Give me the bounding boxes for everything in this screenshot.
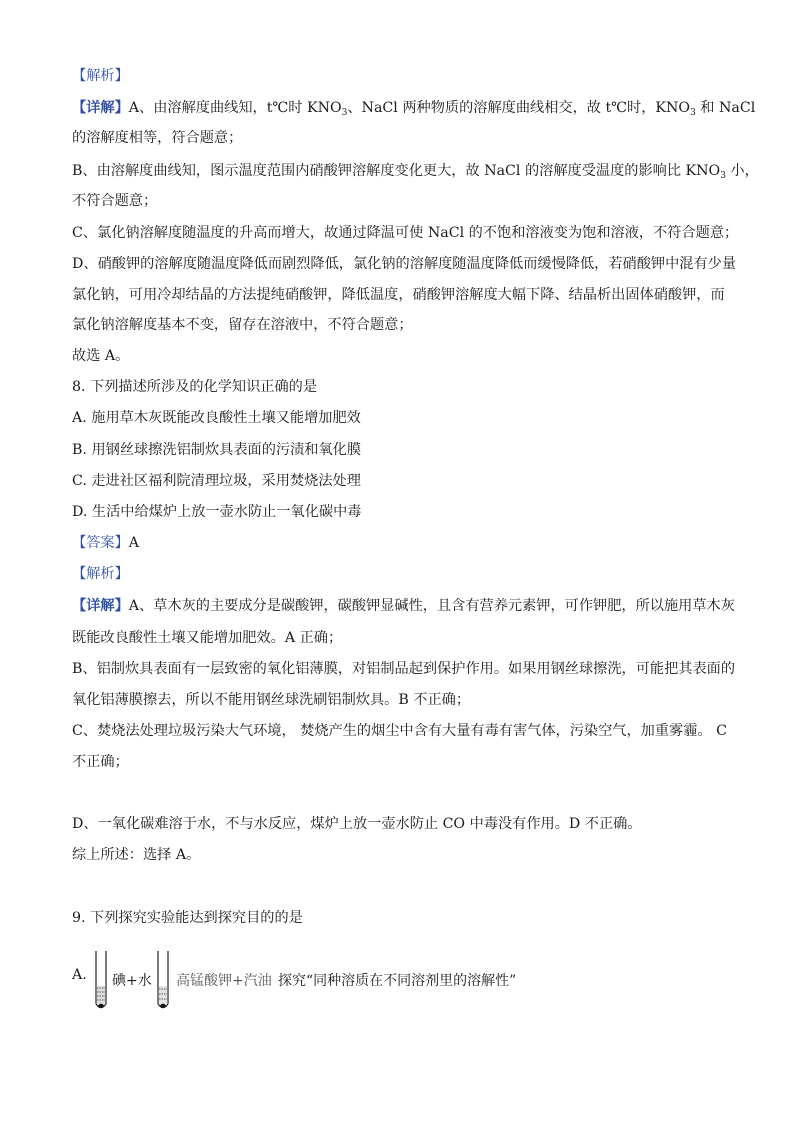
option-a: A. 施用草木灰既能改良酸性土壤又能增加肥效 — [72, 410, 361, 426]
text-line: 不正确； — [72, 754, 129, 770]
experiment-description: 探究“同种溶质在不同溶剂里的溶解性” — [278, 973, 517, 989]
text-line: 不符合题意； — [72, 193, 158, 209]
answer-tag: 【答案】 — [72, 535, 129, 551]
detail-line-c2: C、焚烧法处理垃圾污染大气环境， 焚烧产生的烟尘中含有大量有毒有害气体，污染空气，加重雾霾。 C — [72, 723, 727, 739]
text: A、草木灰的主要成分是碳酸钾，碳酸钾显碱性，且含有营养元素钾，可作钾肥，所以施用草木灰 — [128, 598, 735, 614]
detail-tag: 【详解】 — [72, 598, 129, 614]
question-8: 8. 下列描述所涉及的化学知识正确的是 — [72, 379, 318, 395]
option-b: B. 用钢丝球擦洗铝制炊具表面的污渍和氧化膜 — [72, 442, 362, 458]
text-line: 既能改良酸性土壤又能增加肥效。A 正确； — [72, 630, 343, 646]
option-c: C. 走进社区福利院清理垃圾，采用焚烧法处理 — [72, 473, 361, 489]
option-label: A. — [72, 967, 87, 983]
answer-line — [72, 533, 733, 553]
conclusion-line: 故选 A。 — [72, 348, 130, 364]
subscript: 3 — [690, 108, 696, 118]
tube-1-label: 碘+水 — [112, 973, 152, 989]
answer-value: A — [128, 535, 140, 551]
subscript: 3 — [720, 171, 726, 181]
detail-line-a2 — [72, 596, 733, 616]
detail-line-b2: B、铝制炊具表面有一层致密的氧化铝薄膜，对铝制品起到保护作用。如果用钢丝球擦洗，可能把其表面的 — [72, 661, 736, 677]
text-line: 氯化钠溶解度基本不变，留存在溶液中，不符合题意； — [72, 317, 413, 333]
test-tube-icon — [94, 950, 108, 1012]
analysis-heading-2 — [72, 564, 733, 584]
text-line: 氯化钠，可用冷却结晶的方法提纯硝酸钾，降低温度，硝酸钾溶解度大幅下降、结晶析出固体硝酸钾，而 — [72, 287, 725, 303]
option-d: D. 生活中给煤炉上放一壶水防止一氧化碳中毒 — [72, 504, 362, 520]
tube-2-label: 高锰酸钾+汽油 — [176, 973, 272, 989]
text-line: 氧化铝薄膜擦去，所以不能用钢丝球洗刷铝制炊具。B 不正确； — [72, 692, 471, 708]
q9-option-a — [72, 950, 772, 1020]
detail-line-a — [72, 98, 756, 118]
text: A、由溶解度曲线知，t℃时 KNO — [128, 100, 342, 116]
detail-line-b — [72, 161, 759, 181]
question-9: 9. 下列探究实验能达到探究目的的是 — [72, 910, 303, 926]
text-line: 的溶解度相等，符合题意； — [72, 130, 243, 146]
analysis-heading-1 — [72, 66, 733, 86]
detail-line-d: D、硝酸钾的溶解度随温度降低而剧烈降低，氯化钠的溶解度随温度降低而缓慢降低，若硝酸钾中混有少量 — [72, 256, 737, 272]
detail-line-d2: D、一氧化碳难溶于水，不与水反应，煤炉上放一壶水防止 CO 中毒没有作用。D 不正确。 — [72, 816, 642, 832]
detail-tag: 【详解】 — [72, 100, 129, 116]
subscript: 3 — [341, 108, 348, 118]
test-tube-icon — [156, 950, 170, 1012]
text: 、NaCl 两种物质的溶解度曲线相交，故 t℃时，KNO — [347, 100, 691, 116]
detail-line-c: C、氯化钠溶解度随温度的升高而增大，故通过降温可使 NaCl 的不饱和溶液变为饱和溶液，不符合题意； — [72, 225, 739, 241]
analysis-tag: 【解析】 — [72, 68, 129, 84]
text: B、由溶解度曲线知，图示温度范围内硝酸钾溶解度变化更大，故 NaCl 的溶解度受温度的影响比 KNO — [72, 163, 721, 179]
text: 小， — [725, 163, 759, 179]
text: 和 NaCl — [695, 100, 756, 116]
summary-line: 综上所述：选择 A。 — [72, 847, 201, 863]
analysis-tag: 【解析】 — [72, 566, 129, 582]
